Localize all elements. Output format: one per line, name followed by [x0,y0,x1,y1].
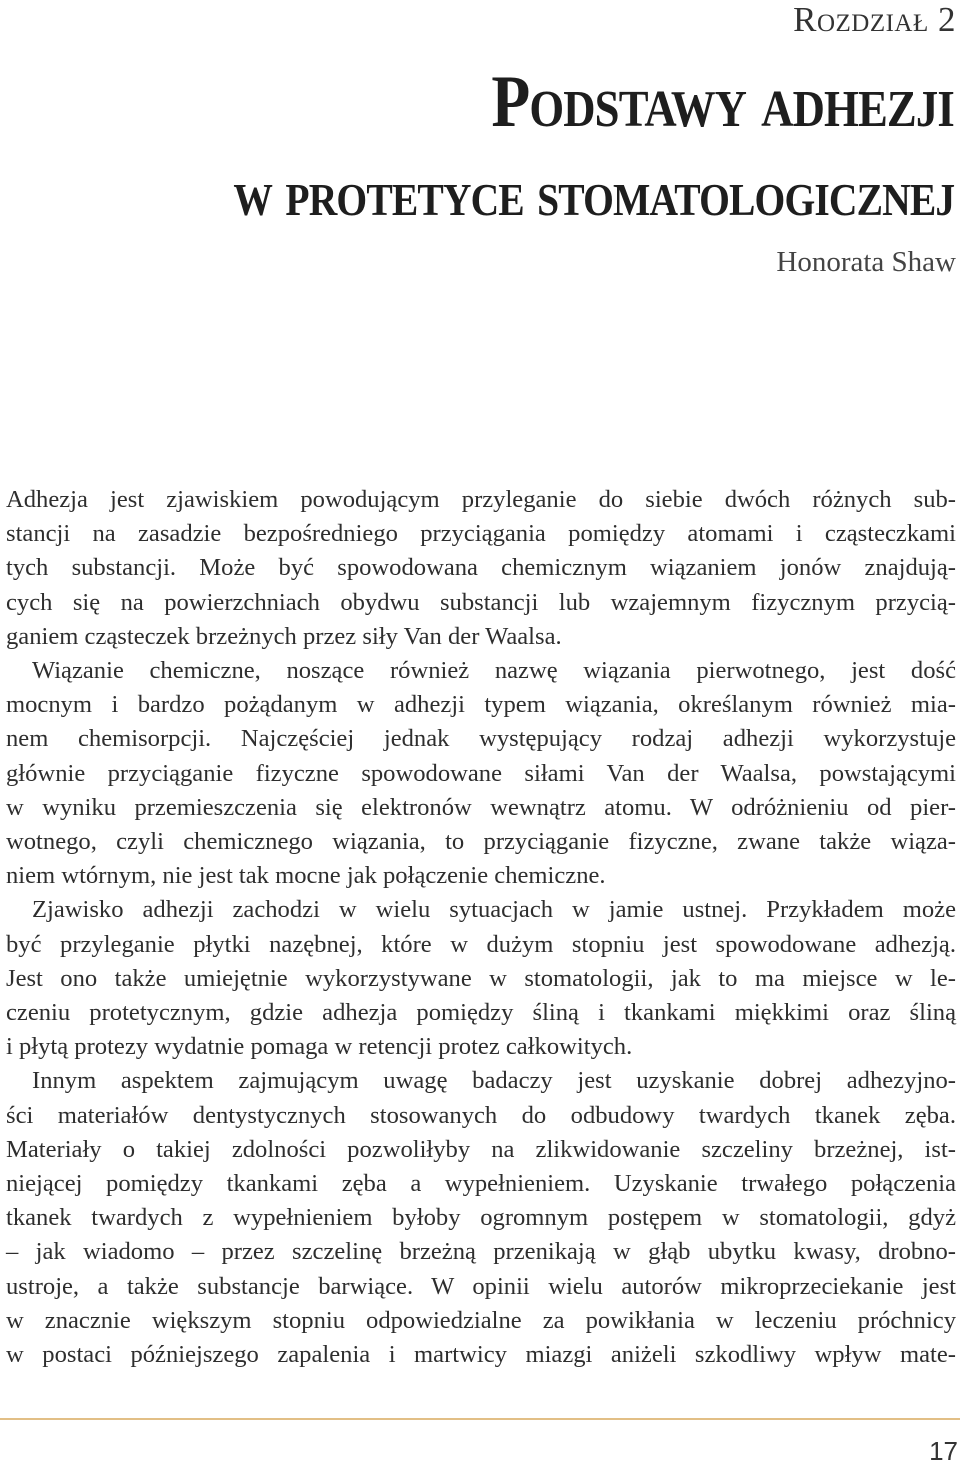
body-line: stancji na zasadzie bezpośredniego przyciągania pomiędzy atomami i cząsteczkami [6,520,956,548]
body-line: tkanek twardych z wypełnieniem byłoby ogromnym postępem w stomatologii, gdyż [6,1204,956,1232]
author-name: Honorata Shaw [776,246,956,278]
page-number: 17 [929,1436,958,1466]
body-line: w postaci późniejszego zapalenia i martwicy miazgi aniżeli szkodliwy wpływ mate- [6,1341,956,1369]
body-line: czeniu protetycznym, gdzie adhezja pomiędzy śliną i tkankami miękkimi oraz śliną [6,999,956,1027]
body-line: Wiązanie chemiczne, noszące również nazwę wiązania pierwotnego, jest dość [32,657,956,685]
body-text [6,483,956,1372]
body-line: nem chemisorpcji. Najczęściej jednak występujący rodzaj adhezji wykorzystuje [6,725,956,753]
body-line: ści materiałów dentystycznych stosowanych do odbudowy twardych tkanek zęba. [6,1101,956,1129]
footer-rule [0,1418,960,1420]
body-line: być przyleganie płytki nazębnej, które w dużym stopniu jest spowodowane adhezją. [6,930,956,958]
body-line: i płytą protezy wydatnie pomaga w retencji protez całkowitych. [6,1033,633,1061]
body-line: Adhezja jest zjawiskiem powodującym przyleganie do siebie dwóch różnych sub- [6,486,956,513]
body-line: mocnym i bardzo pożądanym w adhezji typem wiązania, określanym również mia- [6,691,956,719]
body-line: tych substancji. Może być spowodowana chemicznym wiązaniem jonów znajdują- [6,554,956,582]
body-line: Zjawisko adhezji zachodzi w wielu sytuacjach w jamie ustnej. Przykładem może [32,896,956,924]
chapter-title-line-1: Podstawy adhezji [491,61,954,143]
chapter-title-line-2: w protetyce stomatologicznej [233,157,954,230]
body-line: ustroje, a także substancje barwiące. W opinii wielu autorów mikroprzeciekanie jest [6,1272,956,1300]
body-line: głównie przyciąganie fizyczne spowodowane siłami Van der Waalsa, powstającymi [6,759,956,787]
body-line: Jest ono także umiejętnie wykorzystywane w stomatologii, jak to ma miejsce w le- [6,964,956,992]
body-line: w znacznie większym stopniu odpowiedzialne za powikłania w leczeniu próchnicy [6,1306,956,1334]
body-line: cych się na powierzchniach obydwu substancji lub wzajemnym fizycznym przycią- [6,588,956,616]
body-line: w wyniku przemieszczenia się elektronów wewnątrz atomu. W odróżnieniu od pier- [6,793,956,821]
body-line: wotnego, czyli chemicznego wiązania, to przyciąganie fizyczne, zwane także wiąza- [6,828,956,856]
body-line: niem wtórnym, nie jest tak mocne jak połączenie chemiczne. [6,862,606,890]
body-line: Materiały o takiej zdolności pozwoliłyby na zlikwidowanie szczeliny brzeżnej, ist- [6,1135,956,1163]
body-line: ganiem cząsteczek brzeżnych przez siły Van der Waalsa. [6,622,562,650]
body-line: niejącej pomiędzy tkankami zęba a wypełnieniem. Uzyskanie trwałego połączenia [6,1170,956,1198]
body-line: – jak wiadomo – przez szczelinę brzeżną przenikają w głąb ubytku kwasy, drobno- [6,1238,956,1266]
body-line: Innym aspektem zajmującym uwagę badaczy jest uzyskanie dobrej adhezyjno- [32,1067,956,1095]
chapter-label: Rozdział 2 [793,0,956,39]
